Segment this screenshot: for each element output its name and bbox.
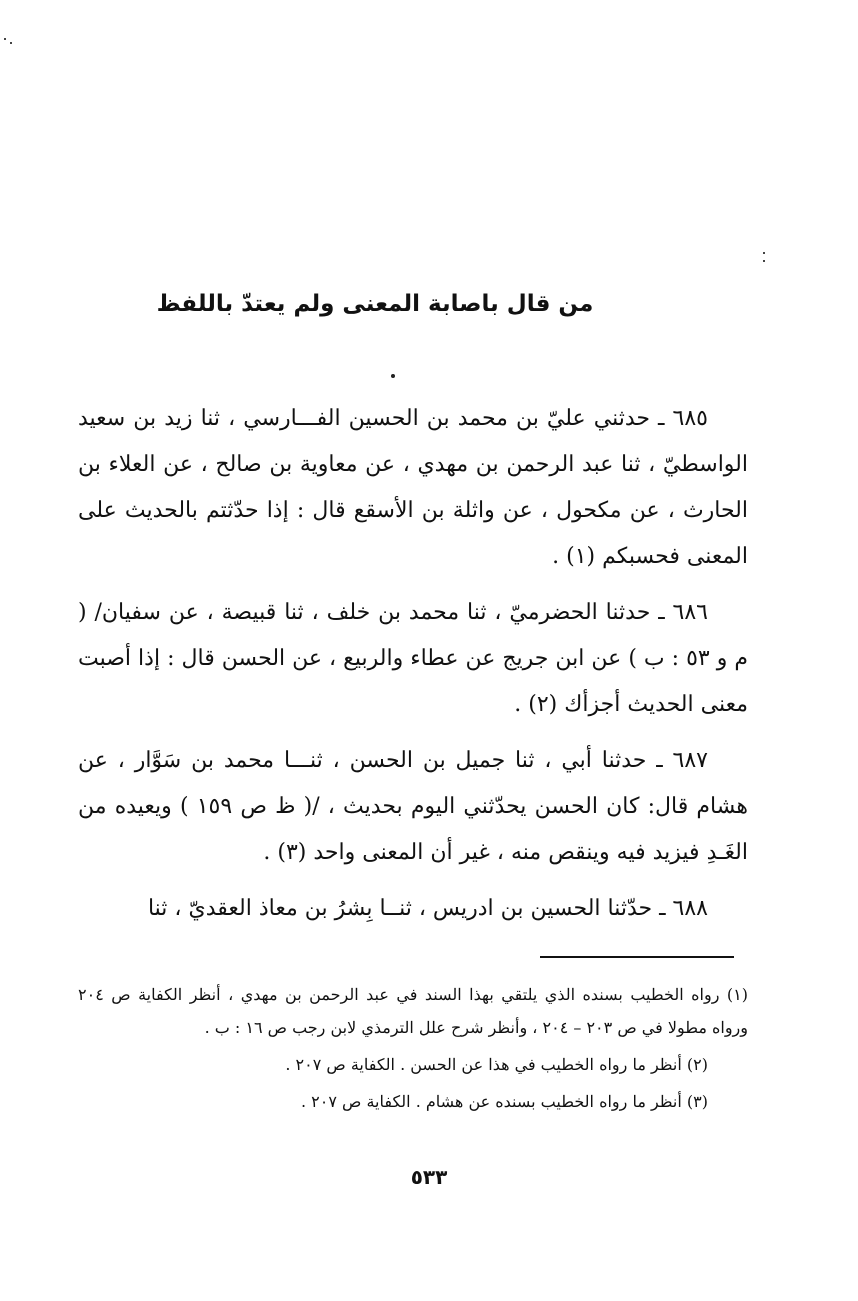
scan-speck	[763, 252, 765, 254]
main-text	[78, 396, 748, 942]
hadith-paragraph-687: ٦٨٧ ـ حدثنا أبي ، ثنا جميل بن الحسن ، ثنـــا محمد بن سَوَّار ، عن هشام قال: كان الحسن يحدّثني اليوم بحديث ، /( ظ ص ١٥٩ ) ويعيده من الغَـدِ فيزيد فيه وينقص منه ، غير أن المعنى واحد (٣) .	[78, 748, 748, 865]
hadith-paragraph-685: ٦٨٥ ـ حدثني عليّ بن محمد بن الحسين الفـــارسي ، ثنا زيد بن سعيد الواسطيّ ، ثنا عبد الرحمن بن مهدي ، عن معاوية بن صالح ، عن العلاء بن الحارث ، عن مكحول ، عن واثلة بن الأسقع قال : إذا حدّثتم بالحديث على المعنى فحسبكم (١) .	[78, 406, 748, 569]
hadith-paragraph-686: ٦٨٦ ـ حدثنا الحضرميّ ، ثنا محمد بن خلف ، ثنا قبيصة ، عن سفيان/ ( م و ٥٣ : ب ) عن ابن جريج عن عطاء والربيع ، عن الحسن قال : إذا أصبت معنى الحديث أجزأك (٢) .	[78, 600, 748, 717]
page-number: ٥٣٣	[410, 1165, 448, 1189]
hadith-paragraph-688: ٦٨٨ ـ حدّثنا الحسين بن ادريس ، ثنــا بِشرُ بن معاذ العقديّ ، ثنا	[147, 896, 708, 921]
scan-speck	[4, 38, 6, 40]
footnote-2: (٢) أنظر ما رواه الخطيب في هذا عن الحسن . الكفاية ص ٢٠٧ .	[285, 1055, 708, 1074]
chapter-heading: من قال باصابة المعنى ولم يعتدّ باللفظ	[156, 291, 594, 317]
ornament-dot	[391, 374, 395, 378]
footnotes	[78, 978, 748, 1122]
footnote-3: (٣) أنظر ما رواه الخطيب بسنده عن هشام . الكفاية ص ٢٠٧ .	[300, 1092, 708, 1111]
scan-speck	[10, 42, 12, 44]
scan-speck	[763, 260, 765, 262]
footnote-1: (١) رواه الخطيب بسنده الذي يلتقي بهذا السند في عبد الرحمن بن مهدي ، أنظر الكفاية ص ٢٠٤ ورواه مطولا في ص ٢٠٣ – ٢٠٤ ، وأنظر شرح علل الترمذي لابن رجب ص ١٦ : ب .	[78, 985, 748, 1037]
footnote-separator	[540, 956, 734, 958]
